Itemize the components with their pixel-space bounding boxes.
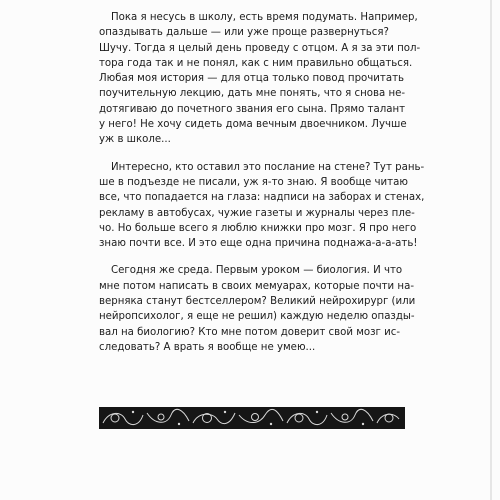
text-line: тора года так и не понял, как с ним правильно общаться.	[99, 57, 413, 69]
text-line: верняка станут бестселлером? Великий нейрохирург (или	[99, 296, 416, 308]
text-line: мне потом написать в своих мемуарах, которые почти на-	[99, 280, 414, 292]
text-line: все, что попадается на глаза: надписи на заборах и стенах,	[99, 192, 425, 204]
paragraph-1	[99, 10, 421, 148]
page-edge	[490, 0, 492, 500]
text-line: поучительную лекцию, дать мне понять, что я снова не-	[99, 88, 406, 100]
paragraph-3	[99, 263, 416, 355]
body-text	[99, 10, 425, 355]
text-line: Сегодня же среда. Первым уроком — биология. И что	[111, 265, 403, 277]
text-line: чо. Но больше всего я люблю книжки про мозг. Я про него	[99, 222, 417, 234]
text-line: уж в школе...	[99, 134, 171, 146]
text-line: Шучу. Тогда я целый день проведу с отцом. А я за эти пол-	[99, 42, 421, 54]
text-line: Пока я несусь в школу, есть время подумать. Например,	[111, 12, 418, 23]
ornament-pattern	[99, 407, 405, 429]
text-line: дотягиваю до почетного звания его сына. Прямо талант	[99, 103, 406, 115]
text-line: Любая моя история — для отца только повод прочитать	[99, 73, 405, 85]
text-line: опаздывать дальше — или уже проще развернуться?	[99, 27, 389, 39]
decorative-footer-band	[99, 407, 405, 429]
text-line: следовать? А врать я вообще не умею...	[99, 341, 316, 353]
text-line: нейропсихолог, я еще не решил) каждую неделю опазды-	[99, 311, 415, 323]
text-line: рекламу в автобусах, чужие газеты и журналы через пле-	[99, 207, 415, 219]
text-line: у него! Не хочу сидеть дома вечным двоечником. Лучше	[99, 119, 407, 131]
text-line: Интересно, кто оставил это послание на стене? Тут рань-	[111, 161, 425, 173]
text-line: вал на биологию? Кто мне потом доверит свой мозг ис-	[99, 326, 401, 338]
paragraph-2	[99, 160, 425, 252]
text-line: ше в подъезде не писали, уж я-то знаю. Я вообще читаю	[99, 176, 408, 188]
text-line: знаю почти все. И это еще одна причина поднажа-а-а-ать!	[99, 238, 418, 250]
